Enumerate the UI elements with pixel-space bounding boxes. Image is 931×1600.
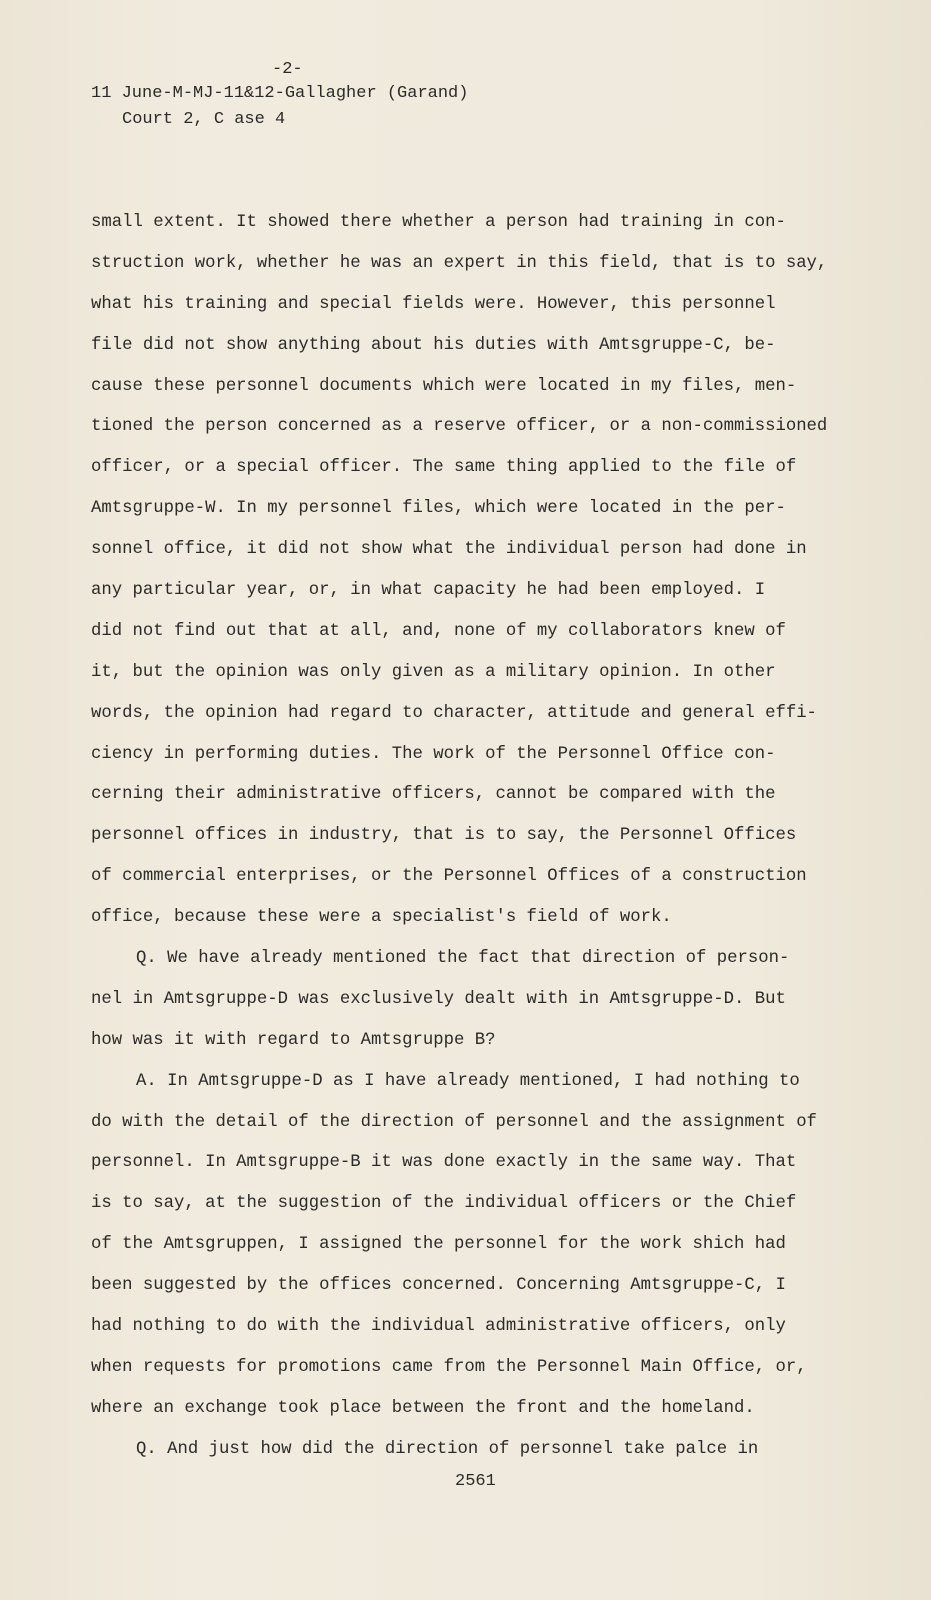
text-line: Q. And just how did the direction of personnel take palce in xyxy=(136,1439,759,1459)
text-line: do with the detail of the direction of personnel and the assignment of xyxy=(91,1112,817,1132)
page-number: 2561 xyxy=(455,1472,496,1491)
text-line: Amtsgruppe-W. In my personnel files, which were located in the per- xyxy=(91,499,786,519)
text-line: small extent. It showed there whether a person had training in con- xyxy=(91,213,786,232)
text-line: tioned the person concerned as a reserve officer, or a non-commissioned xyxy=(91,417,828,437)
text-line: A. In Amtsgruppe-D as I have already mentioned, I had nothing to xyxy=(136,1071,800,1091)
text-line: sonnel office, it did not show what the individual person had done in xyxy=(91,540,807,560)
text-line: is to say, at the suggestion of the individual officers or the Chief xyxy=(91,1194,797,1214)
text-line: did not find out that at all, and, none of my collaborators knew of xyxy=(91,621,786,641)
text-line: what his training and special fields were. However, this personnel xyxy=(91,294,776,314)
text-line: had nothing to do with the individual administrative officers, only xyxy=(91,1317,786,1337)
text-line: file did not show anything about his duties with Amtsgruppe-C, be- xyxy=(91,335,776,355)
text-line: when requests for promotions came from the Personnel Main Office, or, xyxy=(91,1357,807,1377)
transcript-body xyxy=(91,203,911,1471)
text-line: words, the opinion had regard to character, attitude and general effi- xyxy=(91,703,817,723)
court-case-line: Court 2, C ase 4 xyxy=(122,110,286,129)
text-line: any particular year, or, in what capacity he had been employed. I xyxy=(91,581,766,601)
text-line: how was it with regard to Amtsgruppe B? xyxy=(91,1030,496,1050)
text-line: Q. We have already mentioned the fact that direction of person- xyxy=(136,949,790,969)
text-line: officer, or a special officer. The same thing applied to the file of xyxy=(91,458,797,478)
text-line: it, but the opinion was only given as a military opinion. In other xyxy=(91,662,776,682)
text-line: personnel offices in industry, that is to say, the Personnel Offices xyxy=(91,826,797,846)
text-line: been suggested by the offices concerned. Concerning Amtsgruppe-C, I xyxy=(91,1276,786,1296)
text-line: nel in Amtsgruppe-D was exclusively dealt with in Amtsgruppe-D. But xyxy=(91,989,786,1009)
text-line: cause these personnel documents which were located in my files, men- xyxy=(91,376,797,396)
text-line: where an exchange took place between the front and the homeland. xyxy=(91,1398,755,1418)
text-line: of the Amtsgruppen, I assigned the personnel for the work shich had xyxy=(91,1235,786,1255)
text-line: struction work, whether he was an expert in this field, that is to say, xyxy=(91,253,828,273)
text-line: personnel. In Amtsgruppe-B it was done exactly in the same way. That xyxy=(91,1153,797,1173)
text-line: cerning their administrative officers, cannot be compared with the xyxy=(91,785,776,805)
case-header-line: 11 June-M-MJ-11&12-Gallagher (Garand) xyxy=(91,84,469,103)
page-marker: -2- xyxy=(272,60,303,79)
text-line: ciency in performing duties. The work of the Personnel Office con- xyxy=(91,744,776,764)
text-line: office, because these were a specialist's field of work. xyxy=(91,908,672,928)
text-line: of commercial enterprises, or the Personnel Offices of a construction xyxy=(91,867,807,887)
